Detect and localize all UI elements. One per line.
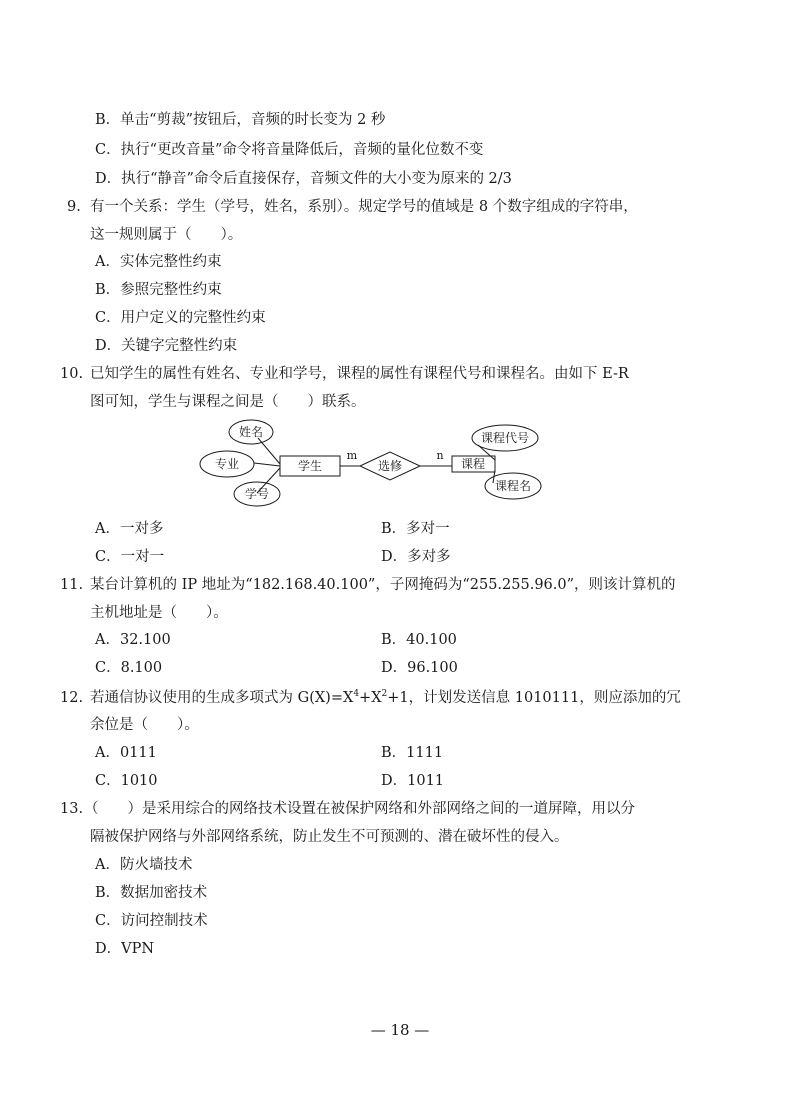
q9-stem-line1: 有一个关系：学生（学号，姓名，系别）。规定学号的值域是 8 个数字组成的字符串， <box>90 199 638 215</box>
er-cardinality-n: n <box>436 449 444 462</box>
er-relationship: 选修 <box>377 459 403 473</box>
q10-option-d: D．多对多 <box>381 549 451 565</box>
q12-option-c: C．1010 <box>95 773 158 789</box>
q9-option-c: C．用户定义的完整性约束 <box>95 310 266 326</box>
q12-option-d: D．1011 <box>381 773 445 789</box>
er-attr-course-code: 课程代号 <box>480 431 530 445</box>
q10-option-a: A．一对多 <box>95 521 164 537</box>
q11-stem-line2: 主机地址是（ ）。 <box>90 605 228 621</box>
q12-number: 12. <box>60 690 84 706</box>
q13-option-b: B．数据加密技术 <box>95 885 208 901</box>
q13-option-d: D．VPN <box>95 941 155 957</box>
er-cardinality-m: m <box>346 449 358 462</box>
q8-option-c: C．执行“更改音量”命令将音量降低后，音频的量化位数不变 <box>95 142 484 158</box>
q12-stem-line2: 余位是（ ）。 <box>90 717 199 733</box>
q11-option-b: B．40.100 <box>381 632 457 648</box>
q11-option-c: C．8.100 <box>95 660 163 676</box>
q12-exponent-2: 2 <box>381 689 388 700</box>
q8-option-d: D．执行“静音”命令后直接保存，音频文件的大小变为原来的 2/3 <box>95 171 512 187</box>
q10-stem-line1: 已知学生的属性有姓名、专业和学号，课程的属性有课程代号和课程名。由如下 E-R <box>90 366 629 382</box>
q8-option-b: B．单击“剪裁”按钮后，音频的时长变为 2 秒 <box>95 112 386 128</box>
q10-option-b: B．多对一 <box>381 521 450 537</box>
er-attr-major: 专业 <box>214 457 240 471</box>
q13-option-c: C．访问控制技术 <box>95 913 208 929</box>
q13-stem-line2: 隔被保护网络与外部网络系统，防止发生不可预测的、潜在破坏性的侵入。 <box>90 829 569 845</box>
q10-stem-line2: 图可知，学生与课程之间是（ ）联系。 <box>90 394 366 410</box>
q11-option-a: A．32.100 <box>95 632 171 648</box>
q9-stem-line2: 这一规则属于（ ）。 <box>90 227 243 243</box>
q12-option-b: B．1111 <box>381 745 444 761</box>
q11-number: 11. <box>60 577 84 593</box>
q13-stem-line1: （ ）是采用综合的网络技术设置在被保护网络和外部网络之间的一道屏障，用以分 <box>84 801 635 817</box>
q13-option-a: A．防火墙技术 <box>95 857 193 873</box>
q11-stem-line1: 某台计算机的 IP 地址为“182.168.40.100”，子网掩码为“255.255.96.0”，则该计算机的 <box>90 577 676 593</box>
q13-number: 13. <box>60 801 84 817</box>
q9-option-b: B．参照完整性约束 <box>95 282 222 298</box>
q12-exponent-4: 4 <box>353 689 360 700</box>
er-attr-course-name: 课程名 <box>494 479 532 493</box>
q10-number: 10. <box>60 366 84 382</box>
q9-option-d: D．关键字完整性约束 <box>95 338 238 354</box>
er-attr-name: 姓名 <box>238 425 264 439</box>
er-entity-student: 学生 <box>297 459 323 473</box>
q12-option-a: A．0111 <box>95 745 157 761</box>
er-entity-course: 课程 <box>460 457 486 471</box>
page-number: — 18 — <box>370 1021 430 1039</box>
q9-option-a: A．实体完整性约束 <box>95 254 222 270</box>
q11-option-d: D．96.100 <box>381 660 458 676</box>
er-attr-id: 学号 <box>244 487 270 501</box>
q10-option-c: C．一对一 <box>95 549 165 565</box>
er-diagram <box>190 418 550 508</box>
q12-stem-line1: 若通信协议使用的生成多项式为 $G(X)=X^4+X^2+1$，计划发送信息 1010111，则应添加的冗 <box>90 689 681 706</box>
q9-number: 9. <box>67 199 81 215</box>
